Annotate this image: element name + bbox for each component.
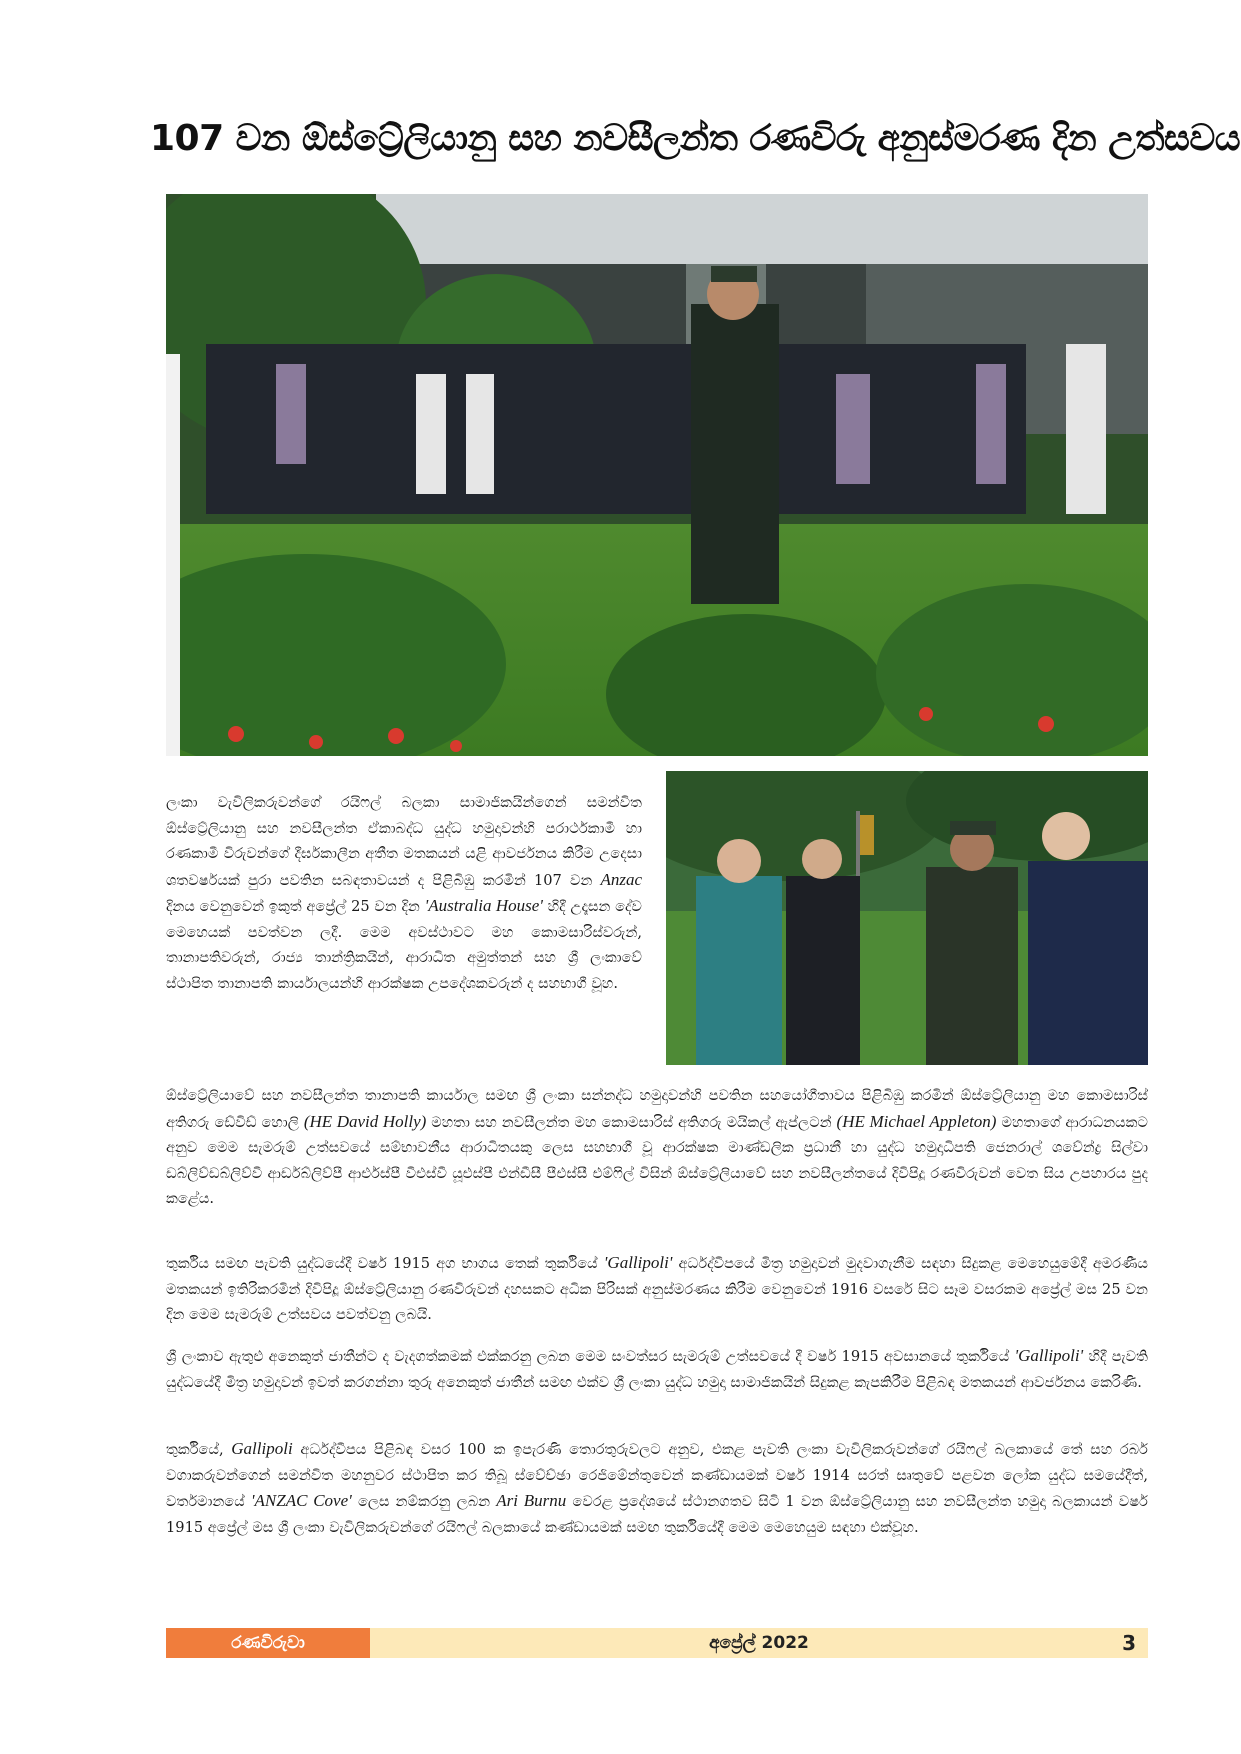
body-paragraph-2: තුර්කිය සමඟ පැවති යුද්ධයේදී වර්ෂ 1915 අග භාගය තෙක් තුර්කියේ 'Gallipoli' අර්ධද්වීපයේ මිත්‍ර හමුදාවන් මුදවාගැනීම සඳහා සිදුකළ මෙහෙයුමේදී අමරණීය මතකයන් ඉතිරිකරමින් දිවිපිදූ ඕස්ට්‍රේලියානු රණවිරුවන් දහසකට අධික පිරිසක් අනුස්මරණය කිරීම වෙනුවෙන් 1916 වසරේ සිට සෑම වසරකම අප්‍රේල් මස 25 වන දින මෙම සැමරුම් උත්සවය පවත්වනු ලබයි. bbox=[166, 1253, 1148, 1323]
footer-month-label: අප්‍රේල් 2022 bbox=[709, 1633, 809, 1653]
body-paragraph-4: තුර්කියේ, Gallipoli අර්ධද්වීපය පිළිබඳ වසර 100 ක ඉපැරණි තොරතුරුවලට අනුව, එකළ පැවති ලංකා වැවිලිකරුවන්ගේ රයිෆල් බලකායේ තේ සහ රබර් වගාකරුවන්ගෙන් සමන්විත මහනුවර ස්ථාපිත කර තිබූ ස්වේච්ඡා රෙජිමේන්තුවෙන් කණ්ඩායමක් වර්ෂ 1914 සරත් සෘතුවේ පළවන ලෝක යුද්ධ සමයේදීත්, වර්තමානයේ 'ANZAC Cove' ලෙස නම්කරනු ලබන Ari Burnu වෙරළ ප්‍රදේශයේ ස්ථානගතව සිටි 1 වන ඕස්ට්‍රේලියානු සහ නවසීලන්ත හමුදා බලකායන් වර්ෂ 1915 අප්‍රේල් මස ශ්‍රී ලංකා වැවිලිකරුවන්ගේ රයිෆල් බලකායේ කණ්ඩායමක් සමඟ තුර්කියේදී මෙම මෙහෙයුම සඳහා එක්වූහ. bbox=[166, 1439, 1148, 1536]
side-photo bbox=[666, 771, 1148, 1065]
article-title: 107 වන ඕස්ට්‍රේලියානු සහ නවසීලන්ත රණවිරු අනුස්මරණ දින උත්සවය bbox=[150, 118, 1241, 159]
footer-publication-name: රණවිරුවා bbox=[166, 1628, 370, 1658]
page-footer bbox=[166, 1628, 1148, 1658]
page-number: 3 bbox=[1122, 1631, 1136, 1655]
body-paragraph-1: ඕස්ට්‍රේලියාවේ සහ නවසීලන්ත තානාපති කාර්යාල සමඟ ශ්‍රී ලංකා සන්නද්ධ හමුදාවන්හි පවතින සහයෝගීතාවය පිළිබිඹු කරමින් ඕස්ට්‍රේලියානු මහ කොමසාරිස් අතිගරු ඩේවිඩ් හොලි (HE David Holly) මහතා සහ නවසීලන්ත මහ කොමසාරිස් අතිගරු මයිකල් ඇප්ලටන් (HE Michael Appleton) මහතාගේ ආරාධනයකට අනුව මෙම සැමරුම් උත්සවයේ සම්භාවනීය ආරාධිතයකු ලෙස සහභාගී වූ ආරක්ෂක මාණ්ඩලික ප්‍රධානී හා යුද්ධ හමුදාධිපති ජෙනරාල් ශවේන්ද්‍ර සිල්වා ඩබ්ලිව්ඩබ්ලිව්වී ආර්ඩබ්ලිව්පී ආර්එස්පී වීඑස්වී යූඑස්පී එන්ඩීසී පීඑස්සී එම්ෆිල් විසින් ඕස්ට්‍රේලියාවේ සහ නවසීලන්තයේ දිවිපිදූ රණවිරුවන් වෙත සිය උපහාරය පුද කළේය. bbox=[166, 1087, 1148, 1207]
footer-issue-date bbox=[370, 1628, 1148, 1658]
main-photo bbox=[166, 194, 1148, 756]
body-paragraph-3: ශ්‍රී ලංකාව ඇතුළු අනෙකුත් ජාතීන්ට ද වැදගත්කමක් එක්කරනු ලබන මෙම සංවත්සර සැමරුම් උත්සවයේ දී වර්ෂ 1915 අවසානයේ තුර්කියේ 'Gallipoli' හිදී පැවති යුද්ධයේදී මිත්‍ර හමුදාවන් ඉවත් කරගන්නා තුරු අනෙකුත් ජාතීන් සමඟ එක්ව ශ්‍රී ලංකා යුද්ධ හමුදා සාමාජිකයින් සිදුකළ කැපකිරීම පිළිබඳ මතකයන් ආවර්ජනය කෙරිණි. bbox=[166, 1346, 1148, 1391]
intro-paragraph: ලංකා වැවිලිකරුවන්ගේ රයිෆල් බලකා සාමාජිකයින්ගෙන් සමන්විත ඕස්ට්‍රේලියානු සහ නවසීලන්ත ඒකාබද්ධ යුද්ධ හමුදාවන්හි පරාර්ථකාමී හා රණකාමී විරුවන්ගේ දීර්ඝකාලීන අතීත මතකයන් යළි ආවර්ජනය කිරීම උදෙසා ශතවර්ෂයක් පුරා පවතින සබඳතාවයන් ද පිළිබිඹු කරමින් 107 වන Anzac දිනය වෙනුවෙන් ඉකුත් අප්‍රේල් 25 වන දින 'Australia House' හිදී උදෑසන දේව මෙහෙයක් පවත්වන ලදී. මෙම අවස්ථාවට මහ කොමසාරිස්වරුන්, තානාපතිවරුන්, රාජ්‍ය තාන්ත්‍රිකයින්, ආරාධිත අමුත්තන් සහ ශ්‍රී ලංකාවේ ස්ථාපිත තානාපති කාර්යාලයන්හි ආරක්ෂක උපදේශකවරුන් ද සහභාගී වූහ. bbox=[166, 794, 642, 992]
